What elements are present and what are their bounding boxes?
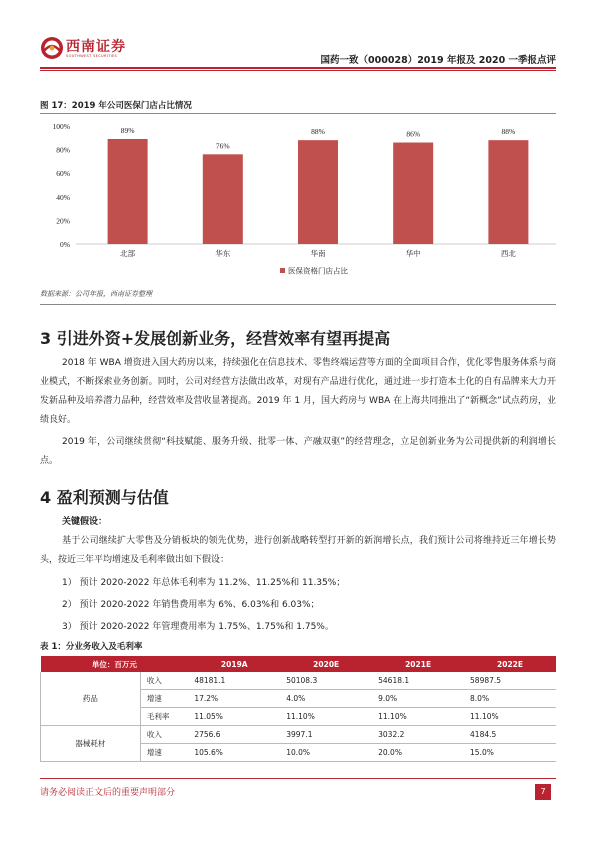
table-cell: 50108.3 bbox=[280, 672, 372, 690]
row-label: 毛利率 bbox=[140, 708, 188, 726]
section-3-paragraph-2: 2019 年，公司继续贯彻“科技赋能、服务升级、批零一体、产融双驱”的经营理念，立足创新业务为公司提供新的利润增长点。 bbox=[40, 437, 556, 466]
x-tick-label: 华东 bbox=[215, 249, 231, 258]
bar bbox=[108, 139, 148, 244]
y-tick-label: 80% bbox=[56, 145, 70, 155]
y-tick-label: 0% bbox=[60, 240, 70, 249]
key-assumptions-label: 关键假设： bbox=[62, 517, 108, 527]
table-title: 表 1：分业务收入及毛利率 bbox=[40, 642, 143, 652]
header-divider-thin bbox=[40, 70, 556, 71]
group-label: 器械耗材 bbox=[41, 726, 141, 762]
data-label: 86% bbox=[406, 129, 421, 139]
row-label: 收入 bbox=[140, 726, 188, 744]
table-cell: 11.05% bbox=[188, 708, 280, 726]
group-label: 药品 bbox=[41, 672, 141, 726]
bar bbox=[298, 140, 338, 244]
bar-chart bbox=[40, 118, 556, 284]
x-tick-label: 华南 bbox=[310, 249, 326, 258]
table-cell: 9.0% bbox=[372, 690, 464, 708]
table-cell: 17.2% bbox=[188, 690, 280, 708]
table-cell: 11.10% bbox=[372, 708, 464, 726]
data-label: 76% bbox=[215, 141, 230, 151]
company-name-en: SOUTHWEST SECURITIES bbox=[66, 54, 118, 58]
revenue-margin-table bbox=[40, 656, 556, 762]
data-label: 88% bbox=[311, 127, 325, 137]
footer-divider bbox=[40, 778, 556, 779]
y-tick-label: 40% bbox=[56, 192, 70, 202]
section-4-paragraph-1: 基于公司继续扩大零售及分销板块的领先优势，进行创新战略转型打开新的新润增长点，我们预计公司将维持近三年增长势头，按近三年平均增速及毛利率做出如下假设： bbox=[40, 536, 556, 565]
y-tick-label: 20% bbox=[56, 216, 70, 226]
footer-disclaimer: 请务必阅读正文后的重要声明部分 bbox=[40, 788, 176, 798]
table-cell: 11.10% bbox=[464, 708, 556, 726]
table-cell: 4.0% bbox=[280, 690, 372, 708]
year-header: 2019A bbox=[188, 656, 280, 672]
table-cell: 3032.2 bbox=[372, 726, 464, 744]
assumption-item: 2） 预计 2020-2022 年销售费用率为 6%、6.03%和 6.03%； bbox=[62, 600, 320, 610]
header-divider bbox=[40, 67, 556, 69]
y-tick-label: 100% bbox=[52, 122, 70, 131]
table-cell: 20.0% bbox=[372, 744, 464, 762]
company-logo-icon bbox=[40, 36, 64, 60]
figure-title: 图 17：2019 年公司医保门店占比情况 bbox=[40, 101, 192, 111]
data-label: 88% bbox=[501, 127, 516, 137]
table-cell: 54618.1 bbox=[372, 672, 464, 690]
table-cell: 2756.6 bbox=[188, 726, 280, 744]
section-3-paragraph-1: 2018 年 WBA 增资进入国大药房以来，持续强化在信息技术、零售终端运营等方面的全面项目合作，优化零售服务体系与商业模式，不断探索业务创新。同时，公司对经营方法做出改革，对现有产品进行优化，通过进一步打造本土化的自有品牌来大力开发新品种及培养潜力品种，经营效率及营收显著提高。2019 年 1 月，国大药房与 WBA 在上海共同推出了“新概念”试点药房，业绩良好。 bbox=[40, 358, 556, 425]
figure-top-rule bbox=[40, 113, 556, 114]
table-cell: 11.10% bbox=[280, 708, 372, 726]
page-number: 7 bbox=[535, 784, 551, 800]
company-name: 西南证券 bbox=[66, 39, 126, 55]
y-tick-label: 60% bbox=[56, 169, 70, 179]
table-row bbox=[41, 672, 557, 690]
table-cell: 8.0% bbox=[464, 690, 556, 708]
table-cell: 15.0% bbox=[464, 744, 556, 762]
x-tick-label: 华中 bbox=[405, 249, 421, 258]
section-4-heading: 4 盈利预测与估值 bbox=[40, 488, 169, 507]
table-cell: 4184.5 bbox=[464, 726, 556, 744]
bar bbox=[488, 140, 528, 244]
table-unit: 单位：百万元 bbox=[41, 656, 189, 672]
assumption-item: 3） 预计 2020-2022 年管理费用率为 1.75%、1.75%和 1.75%。 bbox=[62, 622, 334, 632]
assumption-item: 1） 预计 2020-2022 年总体毛利率为 11.2%、11.25%和 11.35%； bbox=[62, 578, 346, 588]
table-cell: 105.6% bbox=[188, 744, 280, 762]
table-cell: 58987.5 bbox=[464, 672, 556, 690]
year-header: 2020E bbox=[280, 656, 372, 672]
row-label: 增速 bbox=[140, 744, 188, 762]
table-cell: 3997.1 bbox=[280, 726, 372, 744]
legend-label: 医保资格门店占比 bbox=[288, 266, 348, 276]
table-row bbox=[41, 726, 557, 744]
figure-source: 数据来源：公司年报，西南证券整理 bbox=[40, 290, 152, 298]
table-cell: 48181.1 bbox=[188, 672, 280, 690]
year-header: 2022E bbox=[464, 656, 556, 672]
x-tick-label: 西北 bbox=[500, 249, 516, 258]
figure-bottom-rule bbox=[40, 304, 556, 305]
x-tick-label: 北部 bbox=[120, 249, 136, 258]
legend-swatch bbox=[280, 268, 285, 273]
year-header: 2021E bbox=[372, 656, 464, 672]
section-3-heading: 3 引进外资+发展创新业务，经营效率有望再提高 bbox=[40, 329, 391, 348]
row-label: 增速 bbox=[140, 690, 188, 708]
row-label: 收入 bbox=[140, 672, 188, 690]
data-label: 89% bbox=[120, 125, 135, 135]
bar bbox=[393, 143, 433, 244]
bar bbox=[203, 154, 243, 244]
report-title: 国药一致（000028）2019 年报及 2020 一季报点评 bbox=[320, 55, 556, 66]
table-header-row bbox=[41, 656, 557, 672]
table-cell: 10.0% bbox=[280, 744, 372, 762]
